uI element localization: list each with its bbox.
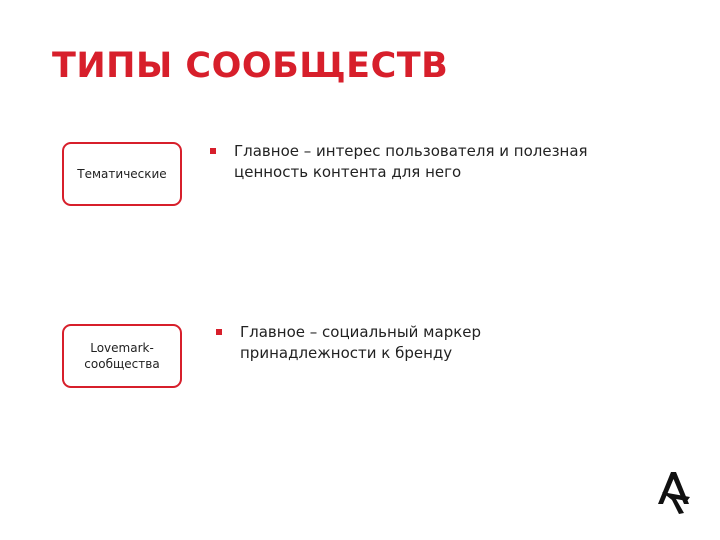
bullet-item-lovemark [216,322,556,364]
page-title: ТИПЫ СООБЩЕСТВ [52,46,449,86]
bullet-text: Главное – социальный маркер принадлежности к бренду [240,323,482,362]
community-type-label: Lovemark-сообщества [84,341,160,371]
community-type-box-thematic [62,142,182,206]
brand-logo-icon [654,468,694,516]
community-type-label: Тематические [77,167,167,181]
bullet-text: Главное – интерес пользователя и полезная ценность контента для него [234,142,588,181]
community-type-box-lovemark [62,324,182,388]
bullet-item-thematic [210,141,590,183]
square-bullet-icon [216,329,222,335]
square-bullet-icon [210,148,216,154]
